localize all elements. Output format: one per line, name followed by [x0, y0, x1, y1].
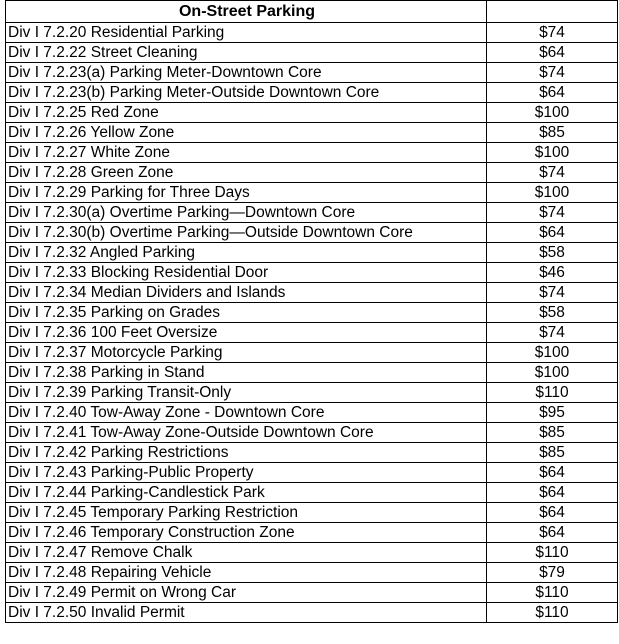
table-header-row — [6, 1, 618, 23]
fine-amount: $110 — [487, 543, 618, 563]
violation-description: Div I 7.2.49 Permit on Wrong Car — [6, 583, 487, 603]
violation-description: Div I 7.2.27 White Zone — [6, 143, 487, 163]
violation-description: Div I 7.2.23(a) Parking Meter-Downtown Core — [6, 63, 487, 83]
fine-amount: $85 — [487, 423, 618, 443]
table-row — [6, 603, 618, 623]
fine-amount: $64 — [487, 523, 618, 543]
table-row — [6, 423, 618, 443]
violation-description: Div I 7.2.43 Parking-Public Property — [6, 463, 487, 483]
violation-description: Div I 7.2.41 Tow-Away Zone-Outside Downtown Core — [6, 423, 487, 443]
fine-amount: $85 — [487, 443, 618, 463]
fine-amount: $74 — [487, 23, 618, 43]
fine-amount: $74 — [487, 283, 618, 303]
violation-description: Div I 7.2.35 Parking on Grades — [6, 303, 487, 323]
violation-description: Div I 7.2.44 Parking-Candlestick Park — [6, 483, 487, 503]
table-row — [6, 483, 618, 503]
fine-amount: $110 — [487, 383, 618, 403]
fine-amount: $58 — [487, 303, 618, 323]
violation-description: Div I 7.2.30(a) Overtime Parking—Downtown Core — [6, 203, 487, 223]
violation-description: Div I 7.2.22 Street Cleaning — [6, 43, 487, 63]
violation-description: Div I 7.2.23(b) Parking Meter-Outside Downtown Core — [6, 83, 487, 103]
fine-amount: $64 — [487, 463, 618, 483]
violation-description: Div I 7.2.46 Temporary Construction Zone — [6, 523, 487, 543]
table-row — [6, 583, 618, 603]
table-row — [6, 303, 618, 323]
table-row — [6, 363, 618, 383]
fine-amount: $64 — [487, 483, 618, 503]
fine-amount: $100 — [487, 183, 618, 203]
table-row — [6, 163, 618, 183]
violation-description: Div I 7.2.20 Residential Parking — [6, 23, 487, 43]
violation-description: Div I 7.2.38 Parking in Stand — [6, 363, 487, 383]
fine-amount: $74 — [487, 323, 618, 343]
table-row — [6, 543, 618, 563]
table-row — [6, 183, 618, 203]
table-row — [6, 103, 618, 123]
table-row — [6, 523, 618, 543]
fine-amount: $74 — [487, 203, 618, 223]
fine-amount: $79 — [487, 563, 618, 583]
violation-description: Div I 7.2.39 Parking Transit-Only — [6, 383, 487, 403]
table-row — [6, 123, 618, 143]
table-row — [6, 23, 618, 43]
table-body — [6, 23, 618, 623]
table-row — [6, 343, 618, 363]
fine-amount: $64 — [487, 223, 618, 243]
violation-description: Div I 7.2.42 Parking Restrictions — [6, 443, 487, 463]
fine-amount: $110 — [487, 583, 618, 603]
table-row — [6, 563, 618, 583]
table-row — [6, 243, 618, 263]
table-title: On-Street Parking — [6, 1, 487, 23]
violation-description: Div I 7.2.28 Green Zone — [6, 163, 487, 183]
table-row — [6, 283, 618, 303]
violation-description: Div I 7.2.26 Yellow Zone — [6, 123, 487, 143]
violation-description: Div I 7.2.29 Parking for Three Days — [6, 183, 487, 203]
parking-fines-table — [5, 0, 618, 623]
table-row — [6, 403, 618, 423]
fine-amount: $95 — [487, 403, 618, 423]
fine-amount: $85 — [487, 123, 618, 143]
fine-amount: $64 — [487, 43, 618, 63]
fine-amount: $74 — [487, 63, 618, 83]
fine-amount: $110 — [487, 603, 618, 623]
fine-amount: $100 — [487, 343, 618, 363]
amount-column-header — [487, 1, 618, 23]
violation-description: Div I 7.2.34 Median Dividers and Islands — [6, 283, 487, 303]
table-row — [6, 143, 618, 163]
fine-amount: $64 — [487, 503, 618, 523]
violation-description: Div I 7.2.45 Temporary Parking Restriction — [6, 503, 487, 523]
violation-description: Div I 7.2.25 Red Zone — [6, 103, 487, 123]
table-row — [6, 223, 618, 243]
fine-amount: $74 — [487, 163, 618, 183]
fine-amount: $100 — [487, 363, 618, 383]
table-row — [6, 43, 618, 63]
fine-amount: $100 — [487, 143, 618, 163]
violation-description: Div I 7.2.36 100 Feet Oversize — [6, 323, 487, 343]
table-row — [6, 83, 618, 103]
violation-description: Div I 7.2.37 Motorcycle Parking — [6, 343, 487, 363]
violation-description: Div I 7.2.47 Remove Chalk — [6, 543, 487, 563]
violation-description: Div I 7.2.32 Angled Parking — [6, 243, 487, 263]
violation-description: Div I 7.2.48 Repairing Vehicle — [6, 563, 487, 583]
table-row — [6, 323, 618, 343]
fine-amount: $46 — [487, 263, 618, 283]
violation-description: Div I 7.2.30(b) Overtime Parking—Outside Downtown Core — [6, 223, 487, 243]
table-row — [6, 503, 618, 523]
fine-amount: $58 — [487, 243, 618, 263]
table-row — [6, 63, 618, 83]
violation-description: Div I 7.2.33 Blocking Residential Door — [6, 263, 487, 283]
table-row — [6, 463, 618, 483]
fine-amount: $100 — [487, 103, 618, 123]
violation-description: Div I 7.2.40 Tow-Away Zone - Downtown Core — [6, 403, 487, 423]
fine-amount: $64 — [487, 83, 618, 103]
table-row — [6, 443, 618, 463]
table-row — [6, 383, 618, 403]
table-row — [6, 203, 618, 223]
violation-description: Div I 7.2.50 Invalid Permit — [6, 603, 487, 623]
table-row — [6, 263, 618, 283]
